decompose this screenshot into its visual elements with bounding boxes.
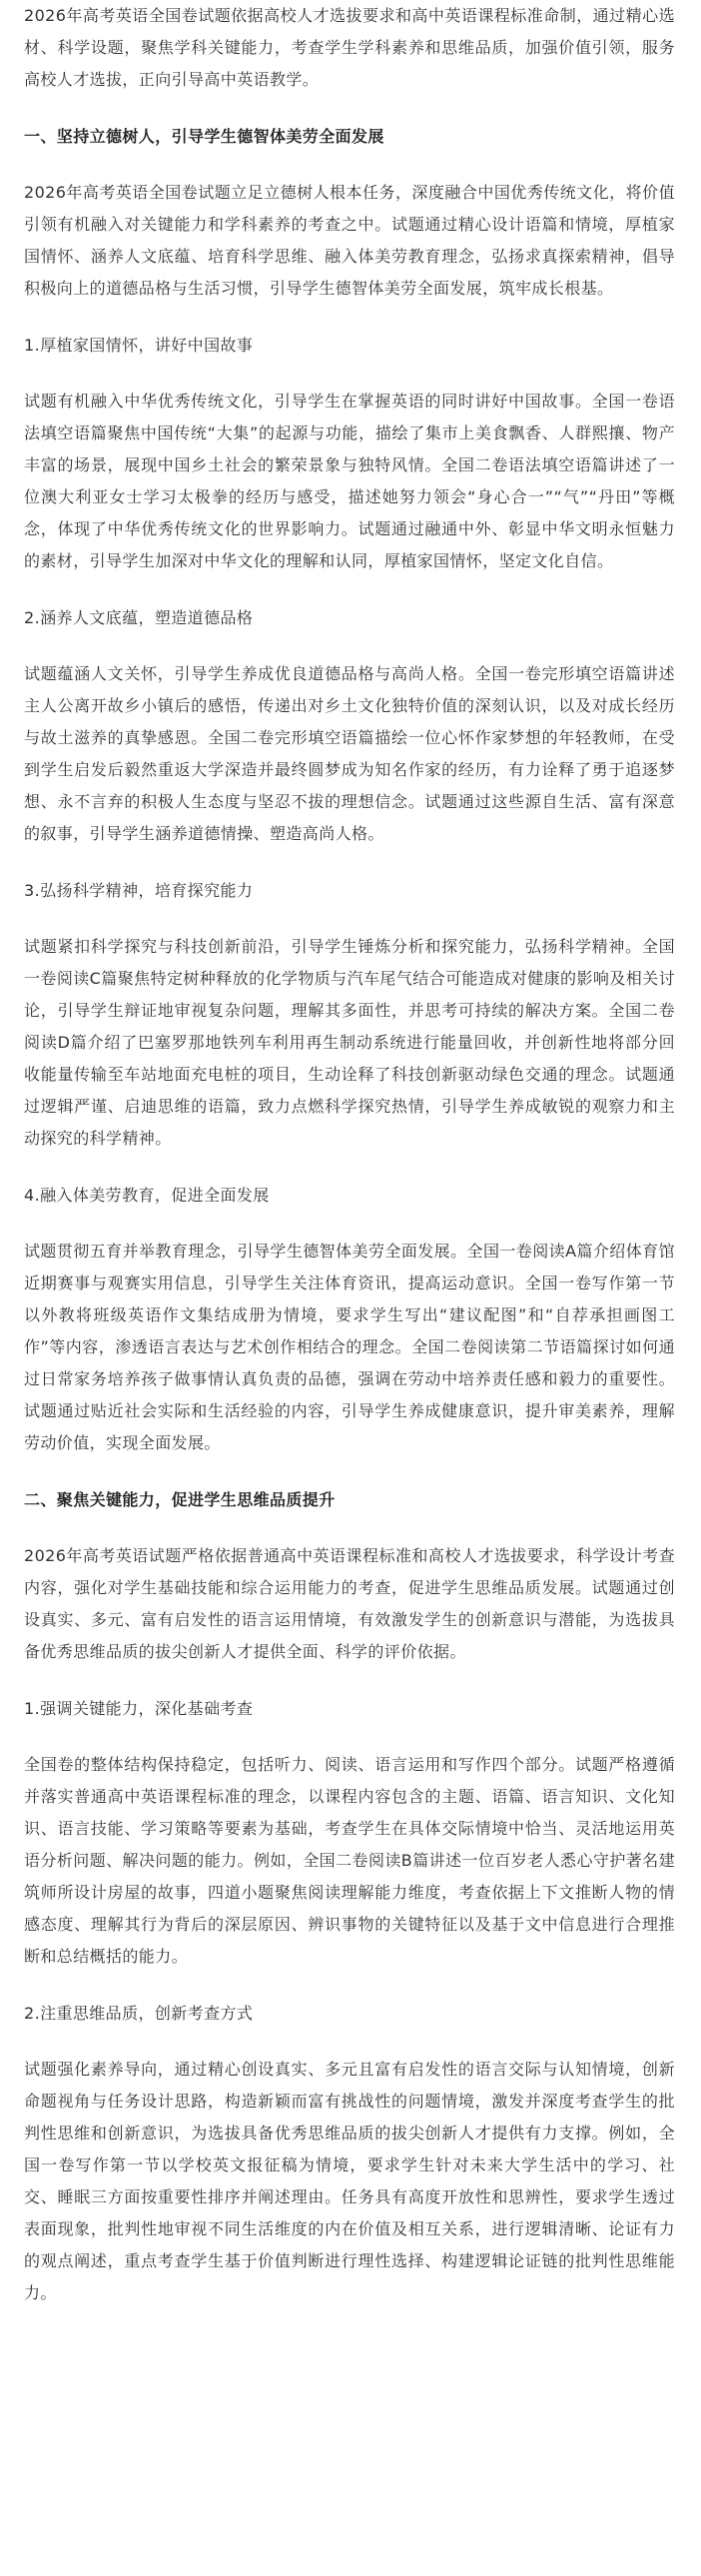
section-1-subheading-2: 2.涵养人文底蕴，塑造道德品格 xyxy=(24,608,254,627)
intro-paragraph: 2026年高考英语全国卷试题依据高校人才选拔要求和高中英语课程标准命制，通过精心选材、科学设题，聚焦学科关键能力，考查学生学科素养和思维品质，加强价值引领，服务高校人才选拔，正向引导高中英语教学。 xyxy=(24,6,675,89)
section-1-heading: 一、坚持立德树人，引导学生德智体美劳全面发展 xyxy=(24,127,384,146)
section-2-paragraph-1: 全国卷的整体结构保持稳定，包括听力、阅读、语言运用和写作四个部分。试题严格遵循并落实普通高中英语课程标准的理念，以课程内容包含的主题、语篇、语言知识、文化知识、语言技能、学习策略等要素为基础，考查学生在具体交际情境中恰当、灵活地运用英语分析问题、解决问题的能力。例如，全国二卷阅读B篇讲述一位百岁老人悉心守护著名建筑师所设计房屋的故事，四道小题聚焦阅读理解能力维度，考查依据上下文推断人物的情感态度、理解其行为背后的深层原因、辨识事物的关键特征以及基于文中信息进行合理推断和总结概括的能力。 xyxy=(24,1755,675,1966)
section-1-subheading-1: 1.厚植家国情怀，讲好中国故事 xyxy=(24,336,254,355)
section-2-subheading-1: 1.强调关键能力，深化基础考查 xyxy=(24,1699,254,1718)
section-1-subheading-3: 3.弘扬科学精神，培育探究能力 xyxy=(24,881,254,900)
section-1-paragraph-4: 试题贯彻五育并举教育理念，引导学生德智体美劳全面发展。全国一卷阅读A篇介绍体育馆近期赛事与观赛实用信息，引导学生关注体育资讯，提高运动意识。全国一卷写作第一节以外教将班级英语作文集结成册为情境，要求学生写出“建议配图”和“自荐承担画图工作”等内容，渗透语言表达与艺术创作相结合的理念。全国二卷阅读第二节语篇探讨如何通过日常家务培养孩子做事情认真负责的品德，强调在劳动中培养责任感和毅力的重要性。试题通过贴近社会实际和生活经验的内容，引导学生养成健康意识，提升审美素养，理解劳动价值，实现全面发展。 xyxy=(24,1242,675,1452)
section-1-paragraph-3: 试题紧扣科学探究与科技创新前沿，引导学生锤炼分析和探究能力，弘扬科学精神。全国一卷阅读C篇聚焦特定树种释放的化学物质与汽车尾气结合可能造成对健康的影响及相关讨论，引导学生辩证地审视复杂问题，理解其多面性，并思考可持续的解决方案。全国二卷阅读D篇介绍了巴塞罗那地铁列车利用再生制动系统进行能量回收，并创新性地将部分回收能量传输至车站地面充电桩的项目，生动诠释了科技创新驱动绿色交通的理念。试题通过逻辑严谨、启迪思维的语篇，致力点燃科学探究热情，引导学生养成敏锐的观察力和主动探究的科学精神。 xyxy=(24,937,675,1148)
section-2-lead-paragraph: 2026年高考英语试题严格依据普通高中英语课程标准和高校人才选拔要求，科学设计考查内容，强化对学生基础技能和综合运用能力的考查，促进学生思维品质发展。试题通过创设真实、多元、富有启发性的语言运用情境，有效激发学生的创新意识与潜能，为选拔具备优秀思维品质的拔尖创新人才提供全面、科学的评价依据。 xyxy=(24,1546,675,1661)
section-1-subheading-4: 4.融入体美劳教育，促进全面发展 xyxy=(24,1186,270,1205)
section-1-paragraph-1: 试题有机融入中华优秀传统文化，引导学生在掌握英语的同时讲好中国故事。全国一卷语法填空语篇聚焦中国传统“大集”的起源与功能，描绘了集市上美食飘香、人群熙攘、物产丰富的场景，展现中国乡土社会的繁荣景象与独特风情。全国二卷语法填空语篇讲述了一位澳大利亚女士学习太极拳的经历与感受，描述她努力领会“身心合一”“气”“丹田”等概念，体现了中华优秀传统文化的世界影响力。试题通过融通中外、彰显中华文明永恒魅力的素材，引导学生加深对中华文化的理解和认同，厚植家国情怀，坚定文化自信。 xyxy=(24,392,675,570)
section-1-paragraph-2: 试题蕴涵人文关怀，引导学生养成优良道德品格与高尚人格。全国一卷完形填空语篇讲述主人公离开故乡小镇后的感悟，传递出对乡土文化独特价值的深刻认识，以及对成长经历与故土滋养的真挚感恩。全国二卷完形填空语篇描绘一位心怀作家梦想的年轻教师，在受到学生启发后毅然重返大学深造并最终圆梦成为知名作家的经历，有力诠释了勇于追逐梦想、永不言弃的积极人生态度与坚忍不拔的理想信念。试题通过这些源自生活、富有深意的叙事，引导学生涵养道德情操、塑造高尚人格。 xyxy=(24,664,675,843)
section-1-lead-paragraph: 2026年高考英语全国卷试题立足立德树人根本任务，深度融合中国优秀传统文化，将价值引领有机融入对关键能力和学科素养的考查之中。试题通过精心设计语篇和情境，厚植家国情怀、涵养人文底蕴、培育科学思维、融入体美劳教育理念，弘扬求真探索精神，倡导积极向上的道德品格与生活习惯，引导学生德智体美劳全面发展，筑牢成长根基。 xyxy=(24,183,675,298)
section-2-paragraph-2: 试题强化素养导向，通过精心创设真实、多元且富有启发性的语言交际与认知情境，创新命题视角与任务设计思路，构造新颖而富有挑战性的问题情境，激发并深度考查学生的批判性思维和创新意识，为选拔具备优秀思维品质的拔尖创新人才提供有力支撑。例如，全国一卷写作第一节以学校英文报征稿为情境，要求学生针对未来大学生活中的学习、社交、睡眠三方面按重要性排序并阐述理由。任务具有高度开放性和思辨性，要求学生透过表面现象，批判性地审视不同生活维度的内在价值及相互关系，进行逻辑清晰、论证有力的观点阐述，重点考查学生基于价值判断进行理性选择、构建逻辑论证链的批判性思维能力。 xyxy=(24,2060,675,2302)
section-2-subheading-2: 2.注重思维品质，创新考查方式 xyxy=(24,2004,254,2023)
section-2-heading: 二、聚焦关键能力，促进学生思维品质提升 xyxy=(24,1490,336,1509)
